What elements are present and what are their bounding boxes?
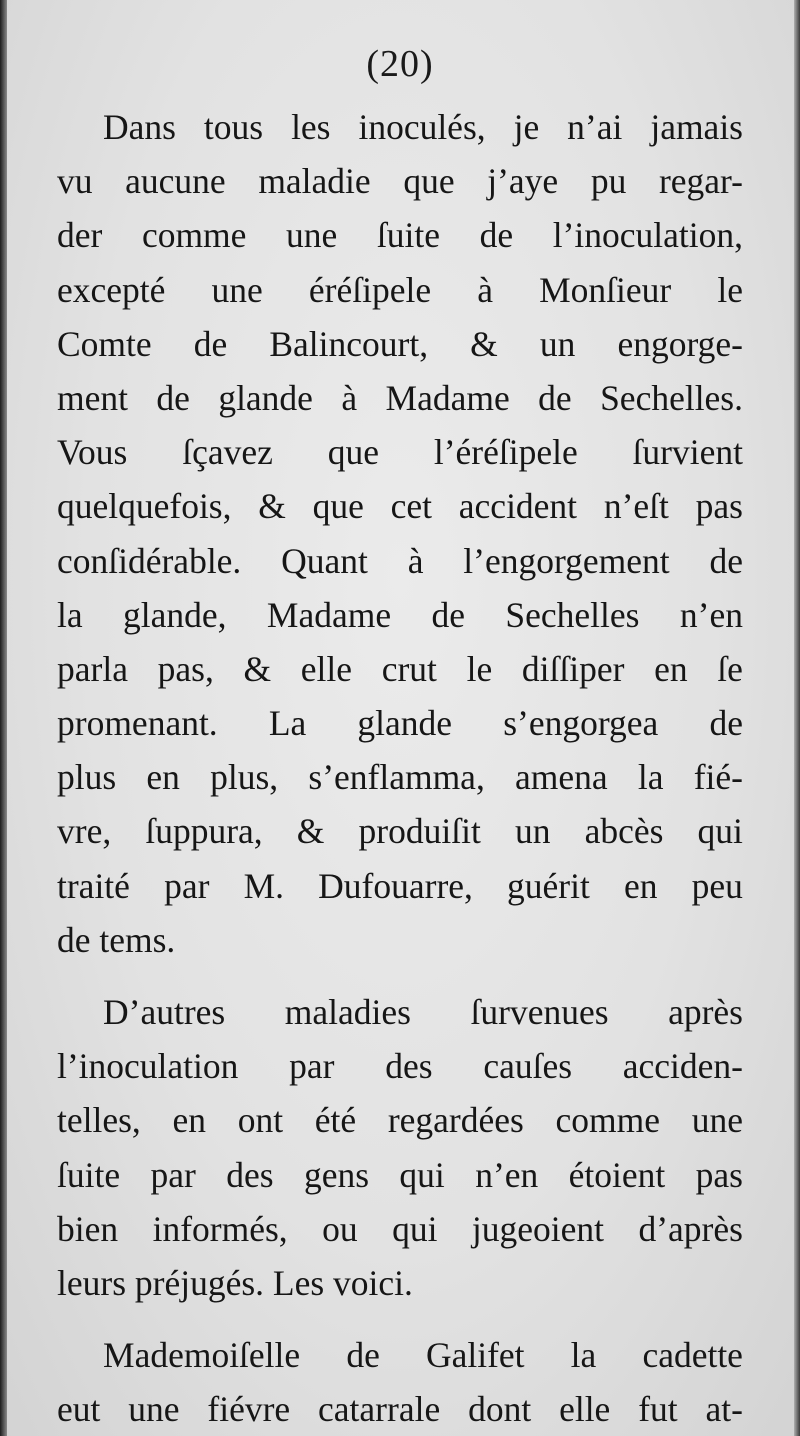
text-line: D’autres maladies ſurvenues après	[103, 992, 743, 1032]
text-line: conſidérable. Quant à l’engorgement de	[57, 540, 743, 581]
paragraph-gap	[57, 1310, 743, 1328]
text-line: Mademoiſelle de Galifet la cadette	[103, 1335, 743, 1376]
text-line: plus en plus, s’enflamma, amena la fié-	[57, 757, 743, 798]
text-line: leurs préjugés. Les voici.	[57, 1262, 413, 1303]
text-line: l’inoculation par des cauſes acciden-	[57, 1046, 743, 1087]
body-text	[57, 100, 743, 1436]
text-line: telles, en ont été regardées comme une	[57, 1100, 743, 1141]
text-line: quelquefois, & que cet accident n’eſt pas	[57, 486, 743, 527]
text-line: vre, ſuppura, & produiſit un abcès qui	[57, 811, 743, 852]
text-line: der comme une ſuite de l’inoculation,	[57, 215, 743, 256]
page-left-edge	[0, 0, 7, 1436]
text-line: eut une fiévre catarrale dont elle fut at-	[57, 1389, 743, 1430]
text-line: la glande, Madame de Sechelles n’en	[57, 594, 743, 635]
text-line: bien informés, ou qui jugeoient d’après	[57, 1208, 743, 1249]
text-line: Dans tous les inoculés, je n’ai jamais	[103, 107, 743, 147]
text-line: ſuite par des gens qui n’en étoient pas	[57, 1154, 743, 1195]
page-right-edge	[794, 0, 800, 1436]
text-line: excepté une éréſipele à Monſieur le	[57, 269, 743, 310]
paragraph-gap	[57, 967, 743, 985]
text-line: Vous ſçavez que l’éréſipele ſurvient	[57, 432, 743, 473]
text-line: traité par M. Dufouarre, guérit en peu	[57, 865, 743, 906]
text-line: vu aucune maladie que j’aye pu regar-	[57, 161, 743, 202]
page-number: (20)	[366, 43, 434, 85]
text-line: Comte de Balincourt, & un engorge-	[57, 323, 743, 364]
text-line: promenant. La glande s’engorgea de	[57, 703, 743, 744]
text-line: ment de glande à Madame de Sechelles.	[57, 377, 743, 418]
text-line: parla pas, & elle crut le diſſiper en ſe	[57, 648, 743, 689]
text-line: de tems.	[57, 919, 176, 960]
